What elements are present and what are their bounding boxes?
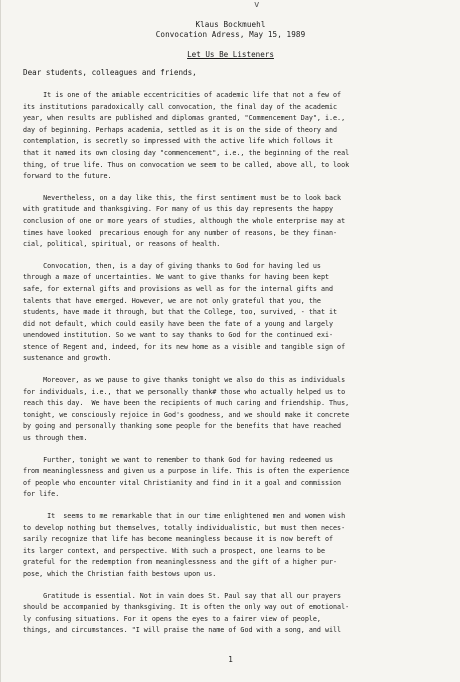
- paragraph-line: talents that have emerged. However, we are not only grateful that you, the: [23, 296, 321, 305]
- tick-mark: v: [254, 0, 260, 10]
- paragraph-line: tonight, we consciously rejoice in God's goodness, and we should make it concrete: [23, 410, 350, 419]
- paragraph-line: It is one of the amiable eccentricities of academic life that not a few of: [23, 91, 342, 99]
- author-name: Klaus Bockmuehl: [195, 20, 266, 29]
- paragraph-line: sarily recognize that life has become meaningless because it is now bereft of: [23, 535, 334, 544]
- paragraph-line: stence of Regent and, indeed, for its new home as a visible and tangible sign of: [23, 342, 346, 351]
- paragraph-line: cial, political, spiritual, or reasons of health.: [23, 240, 221, 249]
- paragraph-line: reach this day. We have been the recipients of much caring and friendship. Thus,: [23, 399, 350, 408]
- paragraph-line: Nevertheless, on a day like this, the first sentiment must be to look back: [23, 193, 342, 202]
- paragraph-line: should be accompanied by thanksgiving. It is often the only way out of emotional-: [23, 603, 350, 612]
- paragraph-line: that it named its own closing day "commencement", i.e., the beginning of the real: [23, 148, 350, 157]
- document-title: [23, 50, 438, 60]
- paragraph-line: through a maze of uncertainties. We want to give thanks for having been kept: [23, 273, 329, 282]
- paragraph-line: its institutions paradoxically call convocation, the final day of the academic: [23, 102, 338, 111]
- paragraph-line: pose, which the Christian faith bestows upon us.: [23, 569, 217, 578]
- paragraph-line: to develop nothing but themselves, totally individualistic, but must then neces-: [23, 523, 346, 532]
- paragraph-line: with gratitude and thanksgiving. For many of us this day represents the happy: [23, 205, 334, 214]
- paragraph-line: from meaninglessness and given us a purpose in life. This is often the experience: [23, 467, 350, 476]
- paragraph-line: its larger context, and perspective. With such a prospect, one learns to be: [23, 546, 325, 555]
- document-title-text: Let Us Be Listeners: [187, 50, 274, 59]
- paragraph: [23, 261, 438, 365]
- paragraph-line: forward to the future.: [23, 172, 112, 181]
- salutation: Dear students, colleagues and friends,: [23, 68, 197, 77]
- paragraph-line: grateful for the redemption from meaninglessness and the gift of a higher pur-: [23, 558, 338, 567]
- paragraph-line: for life.: [23, 490, 60, 499]
- paragraph-line: things, and circumstances. "I will praise the name of God with a song, and will: [23, 626, 342, 635]
- paragraph-line: Convocation, then, is a day of giving thanks to God for having led us: [23, 261, 321, 270]
- occasion-line: Convocation Adress, May 15, 1989: [155, 30, 306, 39]
- paragraph: [23, 455, 438, 501]
- paragraph-line: for individuals, i.e., that we personally thank# those who actually helped us to: [23, 387, 346, 396]
- paragraph-line: year, when results are published and diplomas granted, "Commencement Day", i.e.,: [23, 114, 346, 123]
- paragraph-line: of people who encounter vital Christianity and find in it a goal and commission: [23, 478, 342, 487]
- paragraph-line: times have looked precarious enough for any number of reasons, be they finan-: [23, 228, 338, 237]
- paragraph: [23, 193, 438, 251]
- paragraph-line: sustenance and growth.: [23, 354, 112, 363]
- paragraph-line: conclusion of one or more years of studies, although the whole enterprise may at: [23, 216, 346, 225]
- body-text: [23, 90, 438, 637]
- paragraph-line: Further, tonight we want to remember to thank God for having redeemed us: [23, 455, 334, 464]
- paragraph: [23, 90, 438, 183]
- paragraph-line: Moreover, as we pause to give thanks tonight we also do this as individuals: [23, 376, 346, 385]
- paragraph-line: It seems to me remarkable that in our time enlightened men and women wish: [23, 512, 346, 520]
- paragraph-line: contemplation, is secretly so impressed with the active life which follows it: [23, 137, 334, 146]
- paragraph: [23, 591, 438, 637]
- page-number: 1: [228, 655, 233, 664]
- paragraph-line: ly confusing situations. For it opens the eyes to a fairer view of people,: [23, 614, 321, 623]
- paragraph: [23, 375, 438, 445]
- paragraph-line: day of beginning. Perhaps academia, settled as it is on the side of theory and: [23, 125, 338, 134]
- paragraph-line: thing, of true life. Thus on convocation we seem to be called, above all, to look: [23, 160, 350, 169]
- paragraph-line: unendowed institution. So we want to say thanks to God for the continued exi-: [23, 331, 334, 340]
- paragraph-line: us through them.: [23, 434, 88, 443]
- paragraph-line: safe, for external gifts and provisions as well as for the internal gifts and: [23, 284, 334, 293]
- paragraph: [23, 511, 438, 581]
- paragraph-line: students, have made it through, but that the College, too, survived, - that it: [23, 308, 338, 317]
- paragraph-line: did not default, which could easily have been the fate of a young and largely: [23, 319, 334, 328]
- paragraph-line: by going and personally thanking some people for the benefits that have reached: [23, 422, 342, 431]
- paragraph-line: Gratitude is essential. Not in vain does St. Paul say that all our prayers: [23, 591, 342, 600]
